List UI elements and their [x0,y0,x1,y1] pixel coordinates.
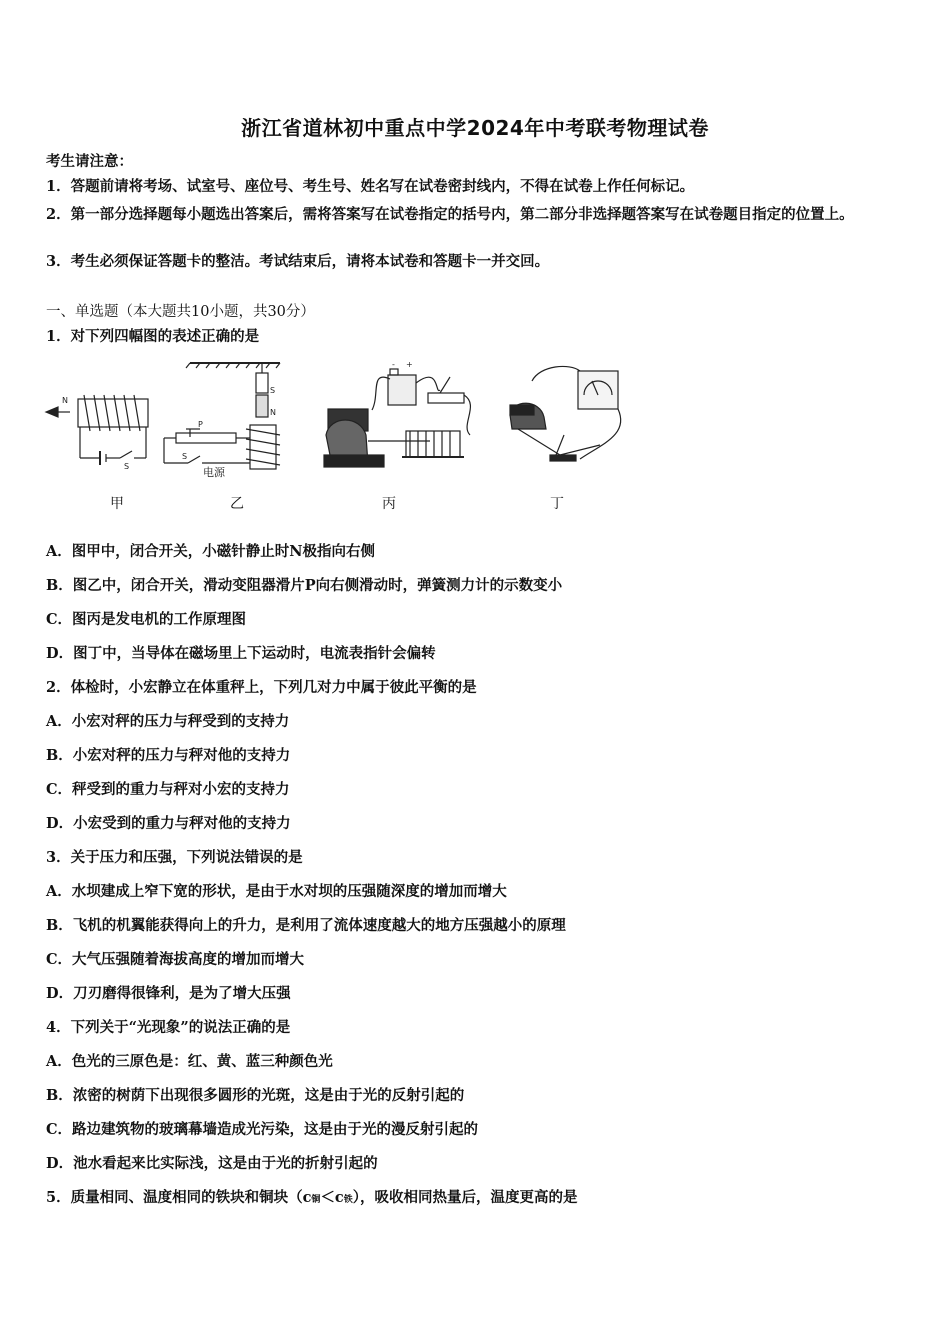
exam-title: 浙江省道林初中重点中学2024年中考联考物理试卷 [241,116,709,140]
bar-magnet-icon [256,395,268,417]
label-s-switch: S [182,452,188,461]
q3-option-a: A．水坝建成上窄下宽的形状，是由于水对坝的压强随深度的增加而增大 [46,883,507,900]
label-plus: + [406,360,413,369]
notice-heading: 考生请注意： [46,153,133,170]
label-s-yi: S [270,386,276,395]
q2-option-b: B．小宏对秤的压力与秤对他的支持力 [46,747,291,764]
spring-scale-icon [256,373,268,393]
label-s-jia: S [124,462,130,471]
q5-stem-a: 5．质量相同、温度相同的铁块和铜块（c [46,1189,312,1206]
label-n-yi: N [270,408,276,417]
q2-option-a: A．小宏对秤的压力与秤受到的支持力 [46,713,290,730]
q4-option-c: C．路边建筑物的玻璃幕墙造成光污染，这是由于光的漫反射引起的 [46,1121,479,1138]
q4-option-b: B．浓密的树荫下出现很多圆形的光斑，这是由于光的反射引起的 [46,1087,465,1104]
q4-stem: 4．下列关于“光现象”的说法正确的是 [46,1019,291,1036]
rheostat-bing-icon [406,431,460,457]
ammeter-icon [578,371,618,409]
caption-jia: 甲 [110,496,124,512]
q3-option-b: B．飞机的机翼能获得向上的升力，是利用了流体速度越大的地方压强越小的原理 [46,917,566,934]
q2-option-d: D．小宏受到的重力与秤对他的支持力 [46,815,291,832]
notice-item-2: 2．第一部分选择题每小题选出答案后，需将答案写在试卷指定的括号内，第二部分非选择题答案写在试卷题目指定的位置上。 [46,206,854,223]
q3-option-d: D．刀刃磨得很锋利，是为了增大压强 [46,985,291,1002]
q1-option-b: B．图乙中，闭合开关，滑动变阻器滑片P向右侧滑动时，弹簧测力计的示数变小 [46,577,563,594]
q2-option-c: C．秤受到的重力与秤对小宏的支持力 [46,781,290,798]
conductor-rod [556,435,564,455]
label-power-source: 电源 [203,466,225,479]
diagram-bing [324,369,470,467]
q1-stem: 1．对下列四幅图的表述正确的是 [46,328,260,345]
notice-item-1: 1．答题前请将考场、试室号、座位号、考生号、姓名写在试卷密封线内，不得在试卷上作任何标记。 [46,178,695,195]
q5-stem [46,1188,578,1210]
q2-stem: 2．体检时，小宏静立在体重秤上，下列几对力中属于彼此平衡的是 [46,679,477,696]
compass-needle-icon [46,407,58,417]
label-minus: - [392,360,395,369]
notice-item-3: 3．考生必须保证答题卡的整洁。考试结束后，请将本试卷和答题卡一并交回。 [46,253,550,270]
diagram-ding [510,366,621,461]
switch-base [428,393,464,403]
battery-icon [388,375,416,405]
q1-option-a: A．图甲中，闭合开关，小磁针静止时N极指向右侧 [46,543,376,560]
caption-yi: 乙 [230,496,244,512]
q5-sub-iron: 铁 [343,1195,353,1205]
q5-sub-copper: 铜 [311,1195,321,1205]
label-n-jia: N [62,396,68,405]
q1-option-c: C．图丙是发电机的工作原理图 [46,611,247,628]
q3-stem: 3．关于压力和压强，下列说法错误的是 [46,849,303,866]
section-heading: 一、单选题（本大题共10小题，共30分） [46,304,315,320]
q1-option-d: D．图丁中，当导体在磁场里上下运动时，电流表指针会偏转 [46,645,436,662]
q5-stem-mid: ＜c [320,1189,344,1206]
caption-ding: 丁 [550,496,564,512]
label-p: P [198,420,203,429]
q5-stem-b: ），吸收相同热量后，温度更高的是 [352,1189,578,1206]
switch-icon [120,451,132,458]
q3-option-c: C．大气压强随着海拔高度的增加而增大 [46,951,305,968]
q4-option-a: A．色光的三原色是：红、黄、蓝三种颜色光 [46,1053,333,1070]
q4-option-d: D．池水看起来比实际浅，这是由于光的折射引起的 [46,1155,378,1172]
caption-bing: 丙 [382,496,396,512]
diagram-jia [46,395,148,465]
rheostat-icon [176,433,236,443]
